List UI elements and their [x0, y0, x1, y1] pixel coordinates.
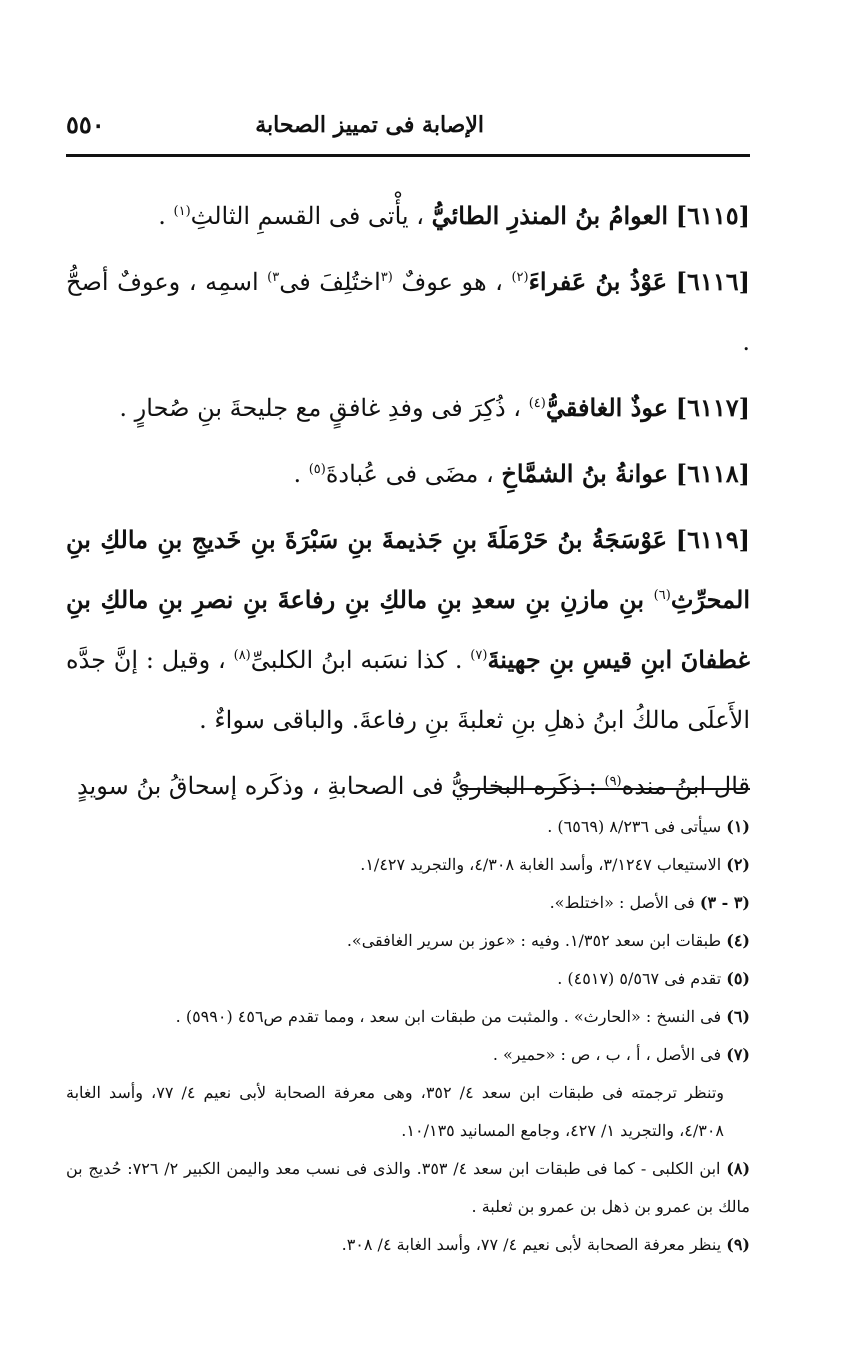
- footnote-text: ابن الكلبى - كما فى طبقات ابن سعد ٤/ ٣٥٣. والذى فى نسب معد واليمن الكبير ٢/ ٧٢٦: حُديج بن مالك بن عمرو بن ذهل بن عمرو بن ثعلبة .: [66, 1159, 750, 1216]
- footnote-ref: (٢): [511, 270, 529, 285]
- footnote-label: (٤): [726, 931, 750, 950]
- footnote-ref: (٩): [604, 774, 622, 789]
- footnote-text: فى الأصل ، أ ، ب ، ص : «حمير» .: [492, 1045, 722, 1064]
- footnote-ref: (٣: [380, 270, 393, 285]
- entry-number: [٦١١٩]: [675, 525, 750, 554]
- entry-6118: [66, 444, 750, 504]
- entry-name: عوانةُ بنُ الشمَّاخِ: [501, 459, 669, 488]
- main-text: [66, 186, 750, 816]
- footnote-7: [66, 1036, 750, 1074]
- footnote-ref: (١): [173, 204, 191, 219]
- entry-text: اسمِه ، وعوفٌ أصحُّ .: [66, 268, 750, 356]
- footnote-label: (٩): [726, 1235, 750, 1254]
- footnote-label: (٣ - ٣): [699, 893, 750, 912]
- page-header: [66, 108, 750, 148]
- footnote-label: (٢): [726, 855, 750, 874]
- footnote-3: [66, 884, 750, 922]
- entry-6115: [66, 186, 750, 246]
- footnote-4: [66, 922, 750, 960]
- footnote-label: (٥): [726, 969, 750, 988]
- footnote-5: [66, 960, 750, 998]
- paragraph-text: : ذكَره البخاريُّ فى الصحابةِ ، وذكَره إسحاقُ بنُ سويدٍ: [76, 772, 597, 800]
- entry-number: [٦١١٦]: [675, 267, 750, 296]
- footnote-text: تقدم فى ٥/٥٦٧ (٤٥١٧) .: [557, 969, 722, 988]
- footnote-text: سيأتى فى ٨/٢٣٦ (٦٥٦٩) .: [547, 817, 722, 836]
- entry-6116: [66, 252, 750, 372]
- footnote-ref: (٨): [233, 648, 251, 663]
- footnote-rule: [464, 788, 750, 790]
- footnote-label: (٦): [726, 1007, 750, 1026]
- footnote-text: وتنظر ترجمته فى طبقات ابن سعد ٤/ ٣٥٢، وهى معرفة الصحابة لأبى نعيم ٤/ ٧٧، وأسد الغابة ٤/٣٠٨، والتجريد ١/ ٤٢٧، وجامع المسانيد ١٠/١٣٥.: [66, 1083, 724, 1140]
- footnote-text: فى الأصل : «اختلط».: [549, 893, 695, 912]
- footnotes: [66, 808, 750, 1264]
- page-number: ٥٥٠: [66, 110, 105, 139]
- paragraph-text: قال ابنُ منده: [621, 772, 750, 800]
- entry-text: ، هو عوفٌ: [392, 268, 503, 296]
- footnote-ref: (٧): [470, 648, 488, 663]
- footnote-8: [66, 1150, 750, 1226]
- footnote-ref: (٦): [653, 588, 671, 603]
- entry-6117: [66, 378, 750, 438]
- entry-6119: [66, 510, 750, 750]
- header-rule: [66, 154, 750, 157]
- footnote-ref: (٤): [528, 396, 546, 411]
- footnote-text: الاستيعاب ٣/١٢٤٧، وأسد الغابة ٤/٣٠٨، والتجريد ١/٤٢٧.: [360, 855, 722, 874]
- entry-name-continued: بنِ مازنِ بنِ سعدِ بنِ مالكِ بنِ رفاعةَ بنِ نصرِ بنِ مالكِ بنِ غطفانَ ابنِ قيسِ بنِ جهينةَ: [66, 585, 750, 674]
- entry-tail: .: [158, 202, 174, 230]
- footnote-text: ينظر معرفة الصحابة لأبى نعيم ٤/ ٧٧، وأسد الغابة ٤/ ٣٠٨.: [341, 1235, 722, 1254]
- entry-number: [٦١١٨]: [675, 459, 750, 488]
- entry-number: [٦١١٥]: [675, 201, 750, 230]
- entry-name: العوامُ بنُ المنذرِ الطائيُّ: [431, 201, 669, 230]
- footnote-text: طبقات ابن سعد ١/٣٥٢. وفيه : «عوز بن سرير الغافقى».: [346, 931, 722, 950]
- footnote-7-continued: [66, 1074, 750, 1150]
- footnote-text: فى النسخ : «الحارث» . والمثبت من طبقات ابن سعد ، ومما تقدم ص٤٥٦ (٥٩٩٠) .: [175, 1007, 722, 1026]
- entry-text: ، ذُكِرَ فى وفدِ غافقٍ مع جليحةَ بنِ صُحارٍ .: [119, 394, 522, 422]
- entry-text: ، وقيل : إنَّ جدَّه الأَعلَى مالكُ ابنُ ذهلِ بنِ ثعلبةَ بنِ رفاعةَ. والباقى سواءٌ .: [66, 646, 750, 734]
- entry-number: [٦١١٧]: [675, 393, 750, 422]
- entry-text: ، مضَى فى عُبادةَ: [325, 460, 494, 488]
- footnote-9: [66, 1226, 750, 1264]
- footnote-label: (٧): [726, 1045, 750, 1064]
- footnote-1: [66, 808, 750, 846]
- entry-text: . كذا نسَبه ابنُ الكلبىِّ: [250, 646, 463, 674]
- footnote-2: [66, 846, 750, 884]
- entry-name: عوذٌ الغافقيُّ: [545, 393, 669, 422]
- entry-text: ، يأْتى فى القسمِ الثالثِ: [190, 202, 424, 230]
- footnote-ref: ٣): [267, 270, 280, 285]
- entry-name: عَوْسَجَةُ بنُ حَرْمَلَةَ بنِ جَذيمةَ بنِ سَبْرَةَ بنِ خَديجِ بنِ مالكِ بنِ المحرِّثِ: [66, 525, 750, 614]
- entry-tail: .: [293, 460, 309, 488]
- footnote-label: (٨): [726, 1159, 751, 1178]
- paragraph-ibn-mandah: [66, 756, 750, 816]
- entry-text: اختُلِفَ فى: [279, 268, 381, 296]
- footnote-label: (١): [726, 817, 750, 836]
- running-title: الإصابة فى تمييز الصحابة: [255, 112, 484, 138]
- footnote-ref: (٥): [308, 462, 326, 477]
- footnote-6: [66, 998, 750, 1036]
- entry-name: عَوْذُ بنُ عَفراءَ: [528, 267, 668, 296]
